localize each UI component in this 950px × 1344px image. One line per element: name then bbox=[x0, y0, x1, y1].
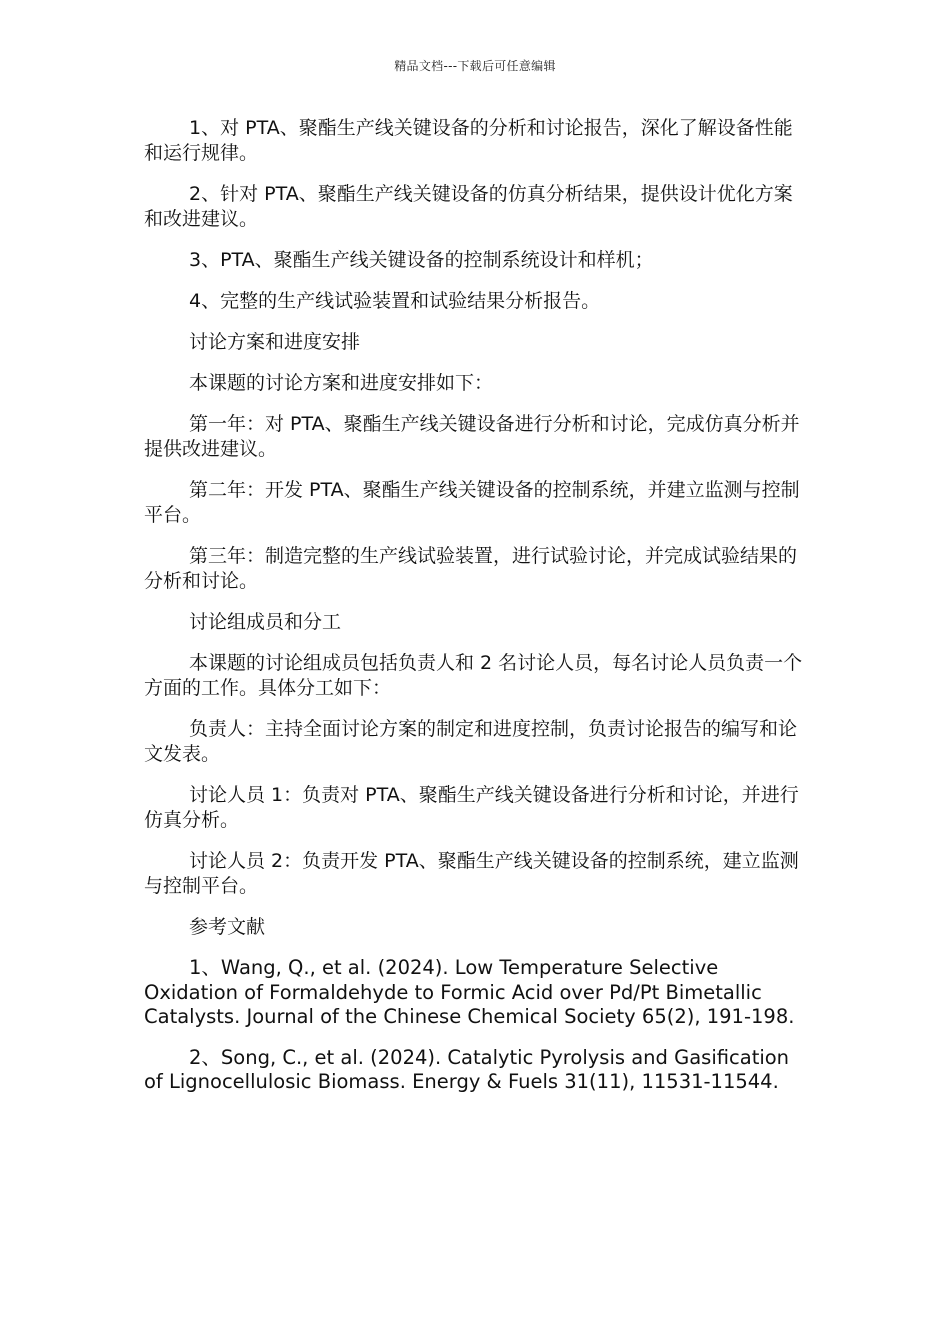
deliverable-2: 2、针对 PTA、聚酯生产线关键设备的仿真分析结果，提供设计优化方案和改进建议。 bbox=[144, 183, 793, 230]
deliverable-1: 1、对 PTA、聚酯生产线关键设备的分析和讨论报告，深化了解设备性能和运行规律。 bbox=[144, 117, 793, 164]
team-leader: 负责人：主持全面讨论方案的制定和进度控制，负责讨论报告的编写和论文发表。 bbox=[144, 718, 798, 765]
plan-year-2: 第二年：开发 PTA、聚酯生产线关键设备的控制系统，并建立监测与控制平台。 bbox=[144, 479, 800, 526]
deliverable-4: 4、完整的生产线试验装置和试验结果分析报告。 bbox=[189, 290, 601, 312]
section-heading-references: 参考文献 bbox=[189, 916, 266, 938]
plan-intro: 本课题的讨论方案和进度安排如下： bbox=[189, 372, 494, 394]
page-header: 精品文档---下载后可任意编辑 bbox=[394, 59, 556, 73]
team-member-2: 讨论人员 2：负责开发 PTA、聚酯生产线关键设备的控制系统，建立监测与控制平台。 bbox=[144, 850, 799, 897]
plan-year-1: 第一年：对 PTA、聚酯生产线关键设备进行分析和讨论，完成仿真分析并提供改进建议。 bbox=[144, 413, 800, 460]
section-heading-plan: 讨论方案和进度安排 bbox=[189, 331, 361, 353]
deliverable-3: 3、PTA、聚酯生产线关键设备的控制系统设计和样机； bbox=[189, 249, 654, 271]
reference-1: 1、Wang, Q., et al. (2024). Low Temperature Selective Oxidation of Formaldehyde to Formic Acid over Pd/Pt Bimetallic Catalysts. Journal of the Chinese Chemical Society 65(2), 191-198. bbox=[144, 956, 795, 1028]
plan-year-3: 第三年：制造完整的生产线试验装置，进行试验讨论，并完成试验结果的分析和讨论。 bbox=[144, 545, 798, 592]
team-member-1: 讨论人员 1：负责对 PTA、聚酯生产线关键设备进行分析和讨论，并进行仿真分析。 bbox=[144, 784, 799, 831]
team-intro: 本课题的讨论组成员包括负责人和 2 名讨论人员，每名讨论人员负责一个方面的工作。具体分工如下： bbox=[144, 652, 803, 699]
document-body bbox=[144, 116, 810, 1111]
section-heading-team: 讨论组成员和分工 bbox=[189, 611, 342, 633]
reference-2: 2、Song, C., et al. (2024). Catalytic Pyrolysis and Gasification of Lignocellulosic Biomass. Energy & Fuels 31(11), 11531-11544. bbox=[144, 1045, 790, 1093]
